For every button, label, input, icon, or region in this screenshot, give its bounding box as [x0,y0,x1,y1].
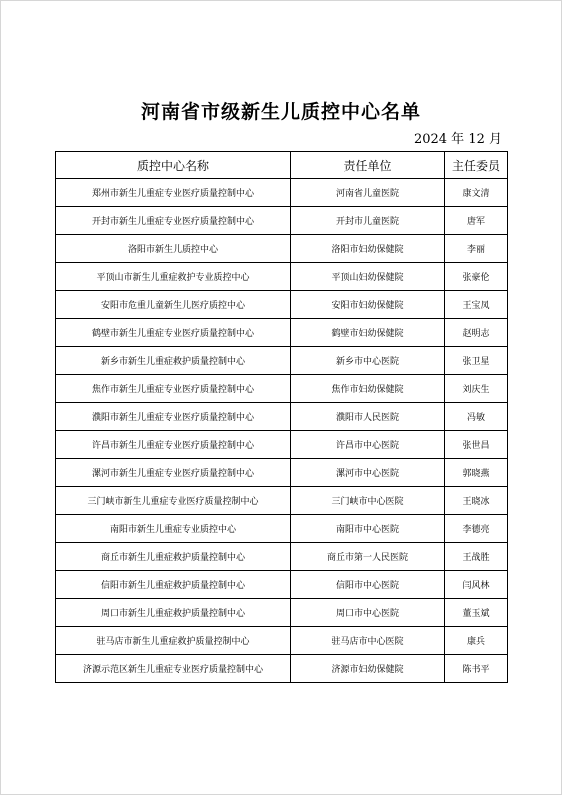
qc-center-table [55,151,508,683]
center-name-cell: 许昌市新生儿重症专业医疗质量控制中心 [56,431,291,459]
table-row [56,207,508,235]
center-name-cell: 驻马店市新生儿重症救护质量控制中心 [56,627,291,655]
director-cell: 王战胜 [445,543,508,571]
table-row [56,235,508,263]
table-row [56,487,508,515]
center-name-cell: 漯河市新生儿重症专业医疗质量控制中心 [56,459,291,487]
center-name-cell: 焦作市新生儿重症专业医疗质量控制中心 [56,375,291,403]
table-row [56,627,508,655]
director-cell: 郭晓燕 [445,459,508,487]
header-center-name: 质控中心名称 [56,152,291,179]
table-row [56,543,508,571]
table-row [56,599,508,627]
document-date: 2024 年 12 月 [413,132,502,147]
center-name-cell: 济源示范区新生儿重症专业医疗质量控制中心 [56,655,291,683]
director-cell: 康兵 [445,627,508,655]
unit-cell: 周口市中心医院 [291,599,445,627]
unit-cell: 开封市儿童医院 [291,207,445,235]
center-name-cell: 周口市新生儿重症救护质量控制中心 [56,599,291,627]
table-row [56,403,508,431]
table-row [56,263,508,291]
center-name-cell: 三门峡市新生儿重症专业医疗质量控制中心 [56,487,291,515]
director-cell: 王晓冰 [445,487,508,515]
director-cell: 张世昌 [445,431,508,459]
table-row [56,571,508,599]
unit-cell: 信阳市中心医院 [291,571,445,599]
director-cell: 闫风林 [445,571,508,599]
table-row [56,431,508,459]
center-name-cell: 濮阳市新生儿重症专业医疗质量控制中心 [56,403,291,431]
center-name-cell: 安阳市危重儿童新生儿医疗质控中心 [56,291,291,319]
director-cell: 康文清 [445,179,508,207]
unit-cell: 济源市妇幼保健院 [291,655,445,683]
unit-cell: 漯河市中心医院 [291,459,445,487]
director-cell: 王宝凤 [445,291,508,319]
unit-cell: 南阳市中心医院 [291,515,445,543]
unit-cell: 驻马店市中心医院 [291,627,445,655]
table-row [56,319,508,347]
center-name-cell: 南阳市新生儿重症专业质控中心 [56,515,291,543]
center-name-cell: 郑州市新生儿重症专业医疗质量控制中心 [56,179,291,207]
director-cell: 张卫星 [445,347,508,375]
header-responsible-unit: 责任单位 [291,152,445,179]
table-row [56,291,508,319]
director-cell: 刘庆生 [445,375,508,403]
unit-cell: 濮阳市人民医院 [291,403,445,431]
director-cell: 唐军 [445,207,508,235]
header-director: 主任委员 [445,152,508,179]
unit-cell: 安阳市妇幼保健院 [291,291,445,319]
unit-cell: 许昌市中心医院 [291,431,445,459]
director-cell: 赵明志 [445,319,508,347]
table-row [56,347,508,375]
document-title: 河南省市级新生儿质控中心名单 [140,101,421,123]
center-name-cell: 平顶山市新生儿重症救护专业质控中心 [56,263,291,291]
unit-cell: 三门峡市中心医院 [291,487,445,515]
table-row [56,459,508,487]
center-name-cell: 开封市新生儿重症专业医疗质量控制中心 [56,207,291,235]
unit-cell: 商丘市第一人民医院 [291,543,445,571]
director-cell: 董玉斌 [445,599,508,627]
unit-cell: 洛阳市妇幼保健院 [291,235,445,263]
center-name-cell: 鹤壁市新生儿重症专业医疗质量控制中心 [56,319,291,347]
unit-cell: 平顶山妇幼保健院 [291,263,445,291]
table-row [56,655,508,683]
unit-cell: 河南省儿童医院 [291,179,445,207]
center-name-cell: 商丘市新生儿重症救护质量控制中心 [56,543,291,571]
table-header-row [56,152,508,179]
table-row [56,179,508,207]
unit-cell: 新乡市中心医院 [291,347,445,375]
director-cell: 陈书平 [445,655,508,683]
table-row [56,515,508,543]
unit-cell: 鹤壁市妇幼保健院 [291,319,445,347]
center-name-cell: 信阳市新生儿重症救护质量控制中心 [56,571,291,599]
director-cell: 冯敏 [445,403,508,431]
director-cell: 李丽 [445,235,508,263]
table-row [56,375,508,403]
director-cell: 李德亮 [445,515,508,543]
center-name-cell: 新乡市新生儿重症救护质量控制中心 [56,347,291,375]
center-name-cell: 洛阳市新生儿质控中心 [56,235,291,263]
director-cell: 张豪伦 [445,263,508,291]
unit-cell: 焦作市妇幼保健院 [291,375,445,403]
